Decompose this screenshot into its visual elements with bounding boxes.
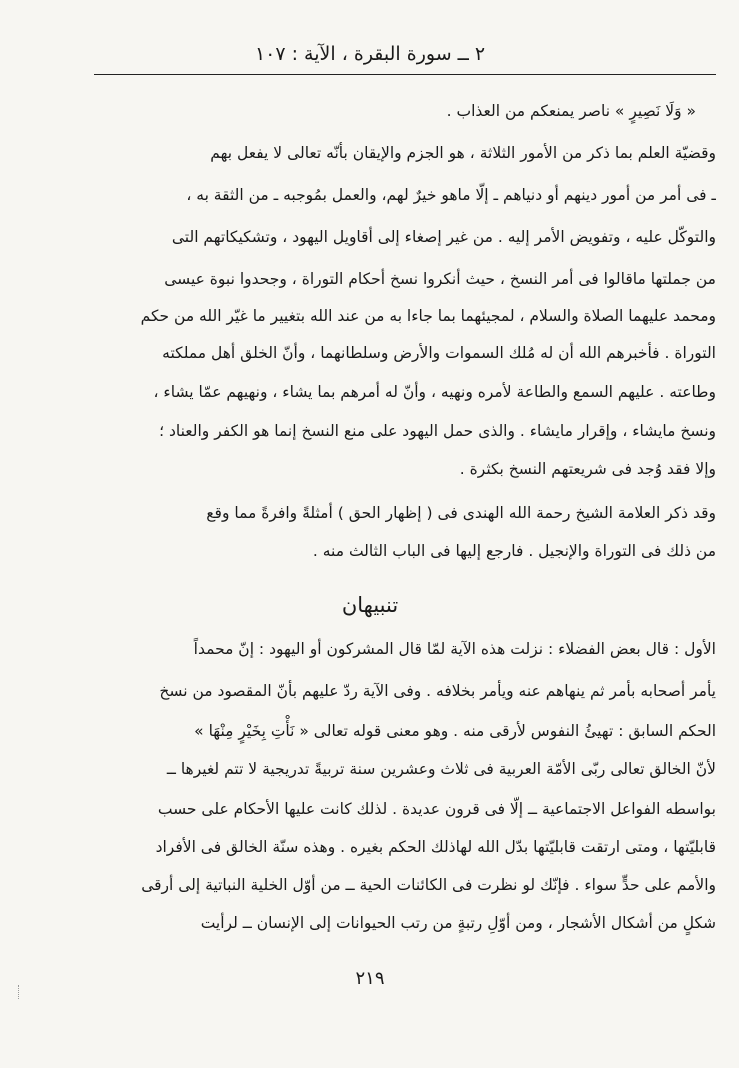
text-line: من ذلك فى التوراة والإنجيل . فارجع إليها فى الباب الثالث منه . xyxy=(312,542,716,560)
page-number: ٢١٩ xyxy=(355,968,385,989)
text-line: وقد ذكر العلامة الشيخ رحمة الله الهندى فى ( إظهار الحق ) أمثلةً وافرةً مما وقع xyxy=(206,504,716,522)
text-line: الأول : قال بعض الفضلاء : نزلت هذه الآية لمّا قال المشركون أو اليهود : إنّ محمداً xyxy=(193,640,716,658)
text-line: بواسطه الفواعل الاجتماعية ــ إلّا فى قرون عديدة . لذلك كانت عليها الأحكام على حسب xyxy=(157,800,716,818)
text-line: شكلٍ من أشكال الأشجار ، ومن أوّلِ رتبةٍ من رتب الحيوانات إلى الإنسان ــ لرأيت xyxy=(200,914,716,932)
text-line: ومحمد عليهما الصلاة والسلام ، لمجيئهما بما جاءا به من عند الله بتغيير ما غيّر الله من حكم xyxy=(140,307,716,325)
header-divider xyxy=(94,74,716,75)
text-line: وإلا فقد وُجد فى شريعتهم النسخ بكثرة . xyxy=(459,460,716,478)
text-line: والأمم على حدٍّ سواء . فإنّك لو نظرت فى الكائنات الحية ــ من أوّل الخلية النباتية إلى أرقى xyxy=(141,876,716,894)
text-line: الحكم السابق : تهيئُ النفوس لأرقى منه . وهو معنى قوله تعالى « نَأْتِ بِخَيْرٍ مِنْهَا » xyxy=(194,722,716,740)
text-line: ونسخ مايشاء ، وإقرار مايشاء . والذى حمل اليهود على منع النسخ إنما هو الكفر والعناد ؛ xyxy=(159,422,716,440)
text-line: وطاعته . عليهم السمع والطاعة لأمره ونهيه ، وأنّ له أمرهم بما يشاء ، ونهيهم عمّا يشاء ، xyxy=(153,383,716,401)
margin-mark xyxy=(18,985,21,999)
text-line: لأنّ الخالق تعالى ربّى الأمّة العربية فى ثلاث وعشرين سنة تربيةً تدريجية لا تتم لغيرها ــ xyxy=(166,760,716,778)
text-line: والتوكّل عليه ، وتفويض الأمر إليه . من غير إصغاء إلى أقاويل اليهود ، وتشكيكاتهم التى xyxy=(171,228,716,246)
text-line: يأمر أصحابه بأمر ثم ينهاهم عنه ويأمر بخلافه . وفى الآية ردّ عليهم بأنّ المقصود من نسخ xyxy=(159,682,716,700)
text-line: ـ فى أمر من أمور دينهم أو دنياهم ـ إلّا ماهو خيرٌ لهم، والعمل بمُوجبه ـ من الثقة به ، xyxy=(186,186,716,204)
text-line: وقضيّة العلم بما ذكر من الأمور الثلاثة ، هو الجزم والإيقان بأنّه تعالى لا يفعل بهم xyxy=(210,144,716,162)
text-line: قابليّتها ، ومتى ارتقت قابليّتها بدّل الله لهاذلك الحكم بغيره . وهذه سنّة الخالق فى الأفراد xyxy=(155,838,716,856)
running-header: ٢ ــ سورة البقرة ، الآية : ١٠٧ xyxy=(254,43,486,65)
text-line: التوراة . فأخبرهم الله أن له مُلك السموات والأرض وسلطانهما ، وأنّ الخلق أهل مملكته xyxy=(162,344,716,362)
text-line: من جملتها ماقالوا فى أمر النسخ ، حيث أنكروا نسخ أحكام التوراة ، وجحدوا نبوة عيسى xyxy=(164,270,716,288)
section-heading: تنبيهان xyxy=(341,593,399,617)
text-line: « وَلَا نَصِيرٍ » ناصر يمنعكم من العذاب . xyxy=(446,102,696,120)
